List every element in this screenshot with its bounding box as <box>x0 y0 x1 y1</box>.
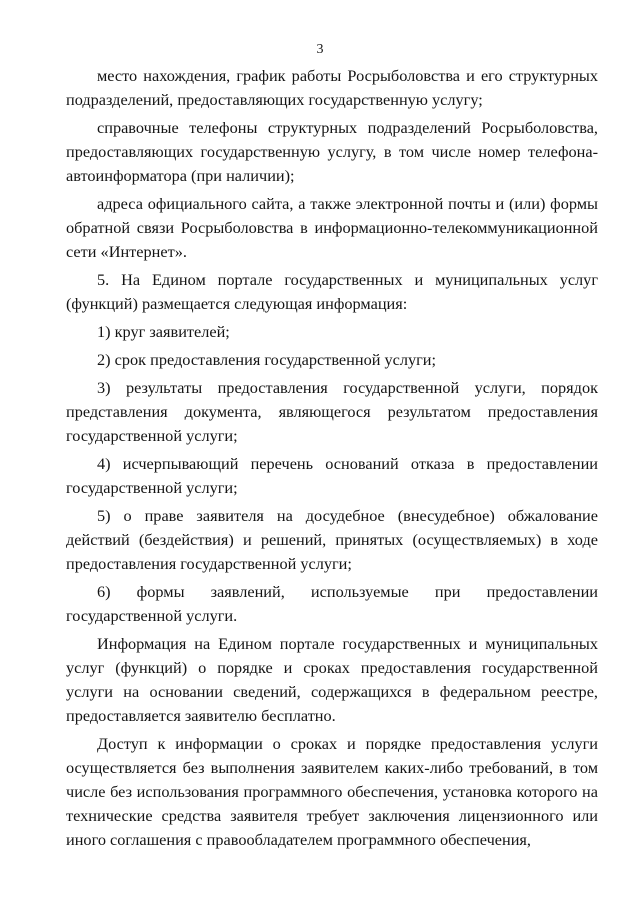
paragraph-list-item-1: 1) круг заявителей; <box>97 322 230 341</box>
paragraph-list-item-2: 2) срок предоставления государственной услуги; <box>97 350 437 369</box>
paragraph-list-item-5: 5) о праве заявителя на досудебное (внесудебное) обжалование действий (бездействия) и решений, принятых (осуществляемых) в ходе предоставления государственной услуги; <box>66 506 598 573</box>
paragraph-list-item-3: 3) результаты предоставления государственной услуги, порядок представления документа, являющегося результатом предоставления государственной услуги; <box>66 378 598 445</box>
page-number: 3 <box>316 42 324 57</box>
paragraph-item-5-portal: 5. На Едином портале государственных и муниципальных услуг (функций) размещается следующая информация: <box>66 270 598 313</box>
paragraph-access-to-info: Доступ к информации о сроках и порядке предоставления услуги осуществляется без выполнения заявителем каких-либо требований, в том числе без использования программного обеспечения, установка которого на технические средства заявителя требует заключения лицензионного или иного соглашения с правообладателем программного обеспечения, <box>66 734 598 849</box>
paragraph-list-item-4: 4) исчерпывающий перечень оснований отказа в предоставлении государственной услуги; <box>66 454 598 497</box>
document-body <box>66 64 598 856</box>
paragraph-location-schedule: место нахождения, график работы Росрыболовства и его структурных подразделений, предоставляющих государственную услугу; <box>66 66 598 109</box>
paragraph-list-item-6: 6) формы заявлений, используемые при предоставлении государственной услуги. <box>66 582 598 625</box>
paragraph-website-addresses: адреса официального сайта, а также электронной почты и (или) формы обратной связи Росрыболовства в информационно-телекоммуникационной сети «Интернет». <box>66 194 598 261</box>
paragraph-reference-phones: справочные телефоны структурных подразделений Росрыболовства, предоставляющих государственную услугу, в том числе номер телефона-автоинформатора (при наличии); <box>66 118 598 185</box>
paragraph-portal-info-free: Информация на Едином портале государственных и муниципальных услуг (функций) о порядке и сроках предоставления государственной услуги на основании сведений, содержащихся в федеральном реестре, предоставляется заявителю бесплатно. <box>66 634 598 725</box>
